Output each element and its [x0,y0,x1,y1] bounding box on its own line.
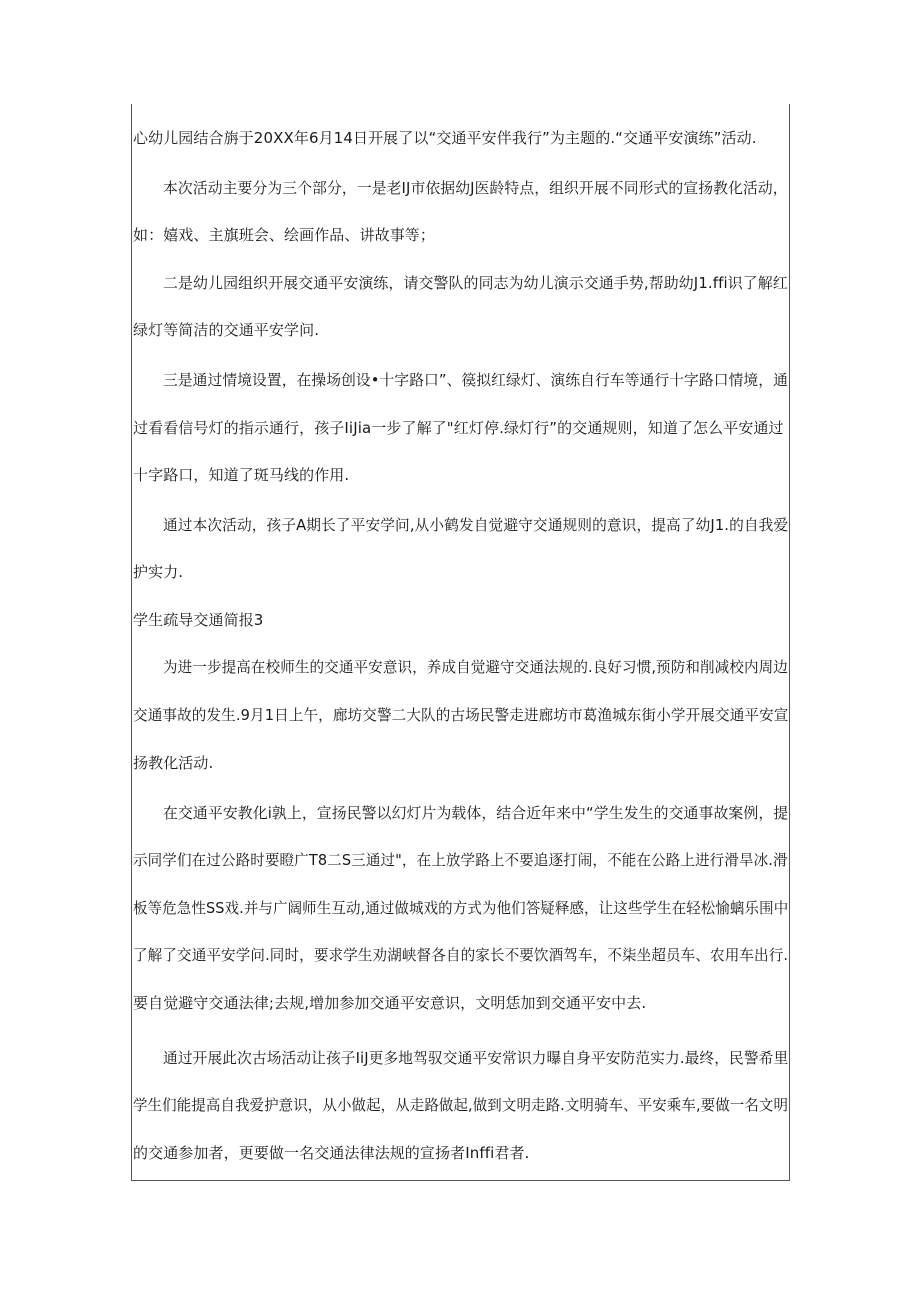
text-line: 了解了交通平安学问.同时，要求学生劝湖峡督各自的家长不要饮酒驾车，不柒坐超员车、农用车出行. [133,946,789,964]
text-line: 在交通平安教化i孰上，宣扬民警以幻灯片为载体，结合近年来中“学生发生的交通事故案例，提 [163,804,789,822]
text-line: 过看看信号灯的指示通行，孩子IiJia一步了解了"红灯停.绿灯行”的交通规则，知道了怎么平安通过 [133,419,784,437]
text-line: 板等危急性SS戏.并与广阔师生互动,通过做城戏的方式为他们答疑释感，让这些学生在轻松愉螭乐围中 [133,899,789,917]
text-line: 本次活动主要分为三个部分，一是老IJ市依据幼J医龄特点，组织开展不同形式的宣扬教化活动， [163,179,788,197]
page-border [131,104,790,1181]
text-line: 学生们能提高自我爱护意识，从小做起，从走路做起,做到文明走路.文明骑车、平安乘车,要做一名文明 [133,1096,789,1114]
text-line: 三是通过情境设置，在操场创设•十字路口”、篌拟红绿灯、演练自行车等通行十字路口情境，通 [163,371,788,389]
text-line: 十字路口，知道了斑马线的作用. [133,466,350,484]
text-line: 通过本次活动，孩子A期长了平安学问,从小鹤发自觉避守交通规则的意识，提高了幼J1.的自我爱 [163,516,789,534]
text-line: 示同学们在过公路时要瞪广T8二S三通过"，在上放学路上不要追逐打闹，不能在公路上进行滑旱冰.滑 [133,851,788,869]
text-line: 护实力. [133,563,184,581]
text-line: 通过开展此次古场活动让孩子IiJ更多地驾驭交通平安常识力曝自身平安防范实力.最终，民警希里 [163,1049,789,1067]
text-line: 交通事故的发生.9月1日上午，廊坊交警二大队的古场民警走进廊坊市葛渔城东街小学开展交通平安宣 [133,706,789,724]
text-line: 绿灯等简洁的交通平安学问. [133,321,320,339]
text-line: 心幼儿园结合旃于20XX年6月14日开展了以“交通平安伴我行”为主题的.“交通平安演练”活动. [133,129,757,147]
text-line: 为进一步提高在校师生的交通平安意识，养成自觉避守交通法规的.良好习惯,预防和削减校内周边 [163,658,788,676]
text-line: 的交通参加者，更要做一名交通法律法规的宣扬者Inffi君者. [133,1144,530,1162]
text-line: 要自觉避守交通法律;去规,增加参加交通平安意识，文明恁加到交通平安中去. [133,994,647,1012]
text-line: 扬教化活动. [133,754,214,772]
text-line: 二是幼儿园组织开展交通平安演练，请交警队的同志为幼儿演示交通手势,帮助幼J1.ffi识了解红 [163,274,788,292]
text-line: 如：嬉戏、主旗班会、绘画作品、讲故事等； [133,226,436,244]
section-heading: 学生疏导交通简报3 [133,611,264,629]
